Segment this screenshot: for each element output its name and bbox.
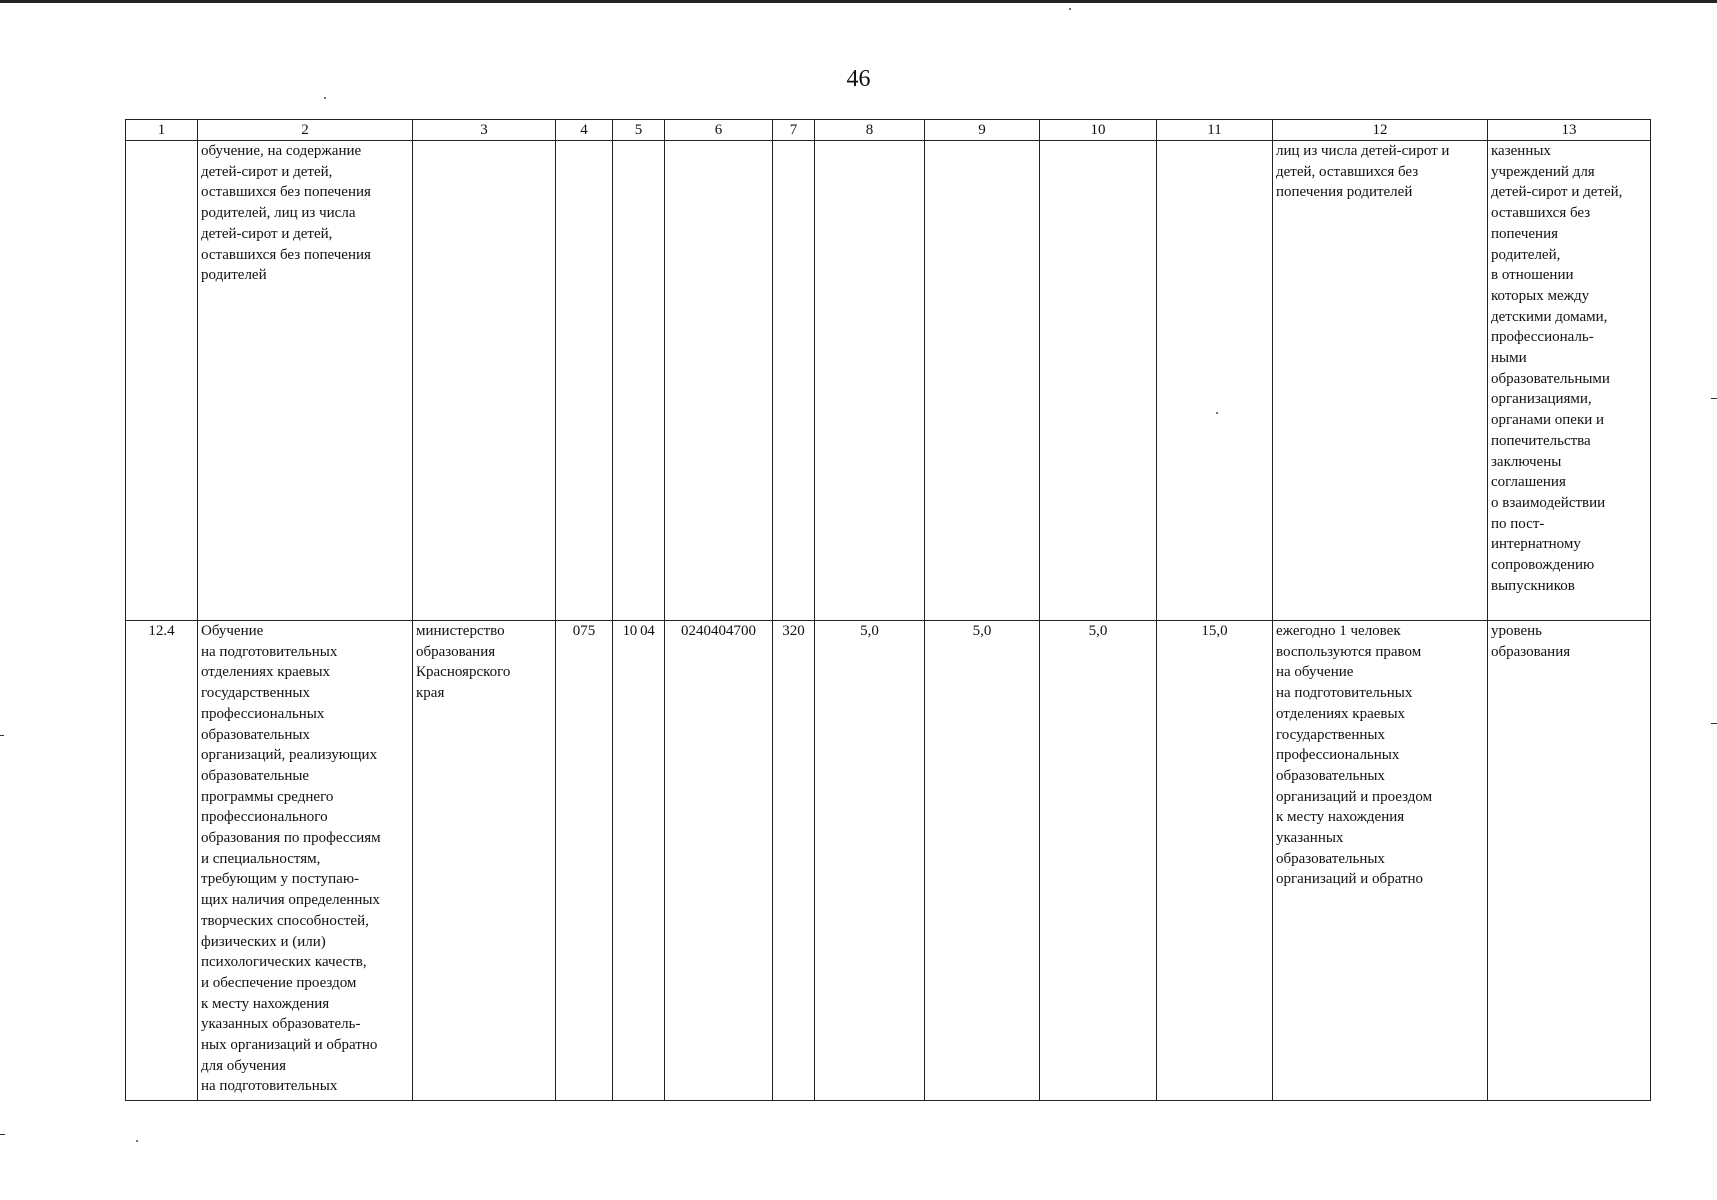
cell-text-line: детей-сирот и детей,: [1491, 184, 1623, 201]
cell-text-line: к месту нахождения: [201, 995, 330, 1012]
cell-text-line: к месту нахождения: [1276, 809, 1405, 826]
cell-text-line: организаций, реализующих: [201, 747, 378, 764]
cell-text-line: отделениях краевых: [201, 664, 331, 681]
column-header: 13: [1488, 120, 1651, 141]
target-article-cell: 0240404700: [665, 621, 773, 1101]
cell-text-line: уровень: [1491, 623, 1543, 639]
cell-text-line: профессиональ-: [1491, 329, 1594, 346]
cell-text-line: интернатному: [1491, 536, 1581, 553]
cell-text-line: ных организаций и обратно: [201, 1037, 378, 1054]
cell-text-line: по пост-: [1491, 515, 1545, 532]
cell-text-line: попечения: [1491, 225, 1558, 242]
notes-cell: [1488, 621, 1651, 1101]
cell-text-line: указанных образователь-: [201, 1016, 361, 1033]
cell-text-line: для обучения: [201, 1057, 286, 1074]
cell-text-line: заключены: [1491, 453, 1562, 470]
cell-text-line: органами опеки и: [1491, 412, 1605, 429]
cell-text-line: соглашения: [1491, 474, 1566, 491]
section-code-cell: 10 04: [613, 621, 665, 1101]
cell-text-line: обучение, на содержание: [201, 143, 362, 159]
cell-text-line: щих наличия определенных: [201, 892, 380, 909]
scan-speck: [136, 1140, 138, 1142]
cell-text-line: детей-сирот и детей,: [201, 225, 333, 242]
cell-text-line: лиц из числа детей-сирот и: [1276, 143, 1450, 159]
cell-text-line: края: [416, 685, 445, 702]
scan-edge-mark: [0, 735, 4, 736]
scan-edge-mark: [0, 1134, 5, 1135]
executor-cell: [413, 141, 556, 621]
cell-text-line: оставшихся без попечения: [201, 246, 371, 263]
cell-text-line: ежегодно 1 человек: [1276, 623, 1401, 639]
grbs-code-cell: [556, 141, 613, 621]
year1-amount-cell: 5,0: [815, 621, 925, 1101]
cell-text-line: государственных: [201, 685, 310, 702]
expected-result-cell: [1273, 621, 1488, 1101]
column-header: 8: [815, 120, 925, 141]
column-header: 2: [198, 120, 413, 141]
top-border-rule: [0, 0, 1717, 3]
cell-text-line: профессиональных: [201, 705, 325, 722]
cell-text-line: воспользуются правом: [1276, 643, 1422, 660]
scan-edge-mark: [1711, 723, 1717, 724]
cell-text-line: о взаимодействии: [1491, 494, 1606, 511]
cell-text-line: родителей: [201, 267, 267, 284]
table-row-continuation: [126, 141, 1651, 621]
cell-text-line: детскими домами,: [1491, 308, 1608, 325]
cell-text-line: Красноярского: [416, 664, 511, 681]
cell-text-line: организаций и обратно: [1276, 871, 1424, 888]
cell-text-line: образования: [1491, 643, 1571, 660]
cell-text-line: образования: [416, 643, 496, 660]
year2-amount-cell: [925, 141, 1040, 621]
year3-amount-cell: [1040, 141, 1157, 621]
cell-text-line: оставшихся без: [1491, 205, 1591, 222]
cell-text-line: отделениях краевых: [1276, 705, 1406, 722]
column-header: 7: [773, 120, 815, 141]
cell-text-line: учреждений для: [1491, 163, 1595, 180]
cell-text-line: образовательными: [1491, 370, 1610, 387]
cell-text-line: профессиональных: [1276, 747, 1400, 764]
year3-amount-cell: 5,0: [1040, 621, 1157, 1101]
grbs-code-cell: 075: [556, 621, 613, 1101]
cell-text-line: попечения родителей: [1276, 184, 1413, 201]
cell-text-line: профессионального: [201, 809, 328, 826]
executor-cell: [413, 621, 556, 1101]
cell-text-line: образовательных: [1276, 767, 1385, 784]
cell-text-line: на подготовительных: [201, 643, 338, 660]
column-header: 11: [1157, 120, 1273, 141]
cell-text-line: выпускников: [1491, 577, 1575, 594]
cell-text-line: оставшихся без попечения: [201, 184, 371, 201]
table-row-12-4: [126, 621, 1651, 1101]
row-number-cell: 12.4: [126, 621, 198, 1101]
column-number-row: [126, 120, 1651, 141]
section-code-cell: [613, 141, 665, 621]
cell-text-line: образовательные: [201, 767, 310, 784]
column-header: 4: [556, 120, 613, 141]
cell-text-line: попечительства: [1491, 432, 1591, 449]
column-header: 12: [1273, 120, 1488, 141]
column-header: 3: [413, 120, 556, 141]
cell-text-line: детей-сирот и детей,: [201, 163, 333, 180]
cell-text-line: Обучение: [201, 623, 264, 639]
row-number-cell: [126, 141, 198, 621]
cell-text-line: родителей,: [1491, 246, 1561, 263]
cell-text-line: физических и (или): [201, 933, 326, 950]
total-amount-cell: 15,0: [1157, 621, 1273, 1101]
cell-text-line: родителей, лиц из числа: [201, 205, 356, 222]
page-number: 46: [846, 66, 871, 92]
notes-cell: [1488, 141, 1651, 621]
cell-text-line: которых между: [1491, 287, 1590, 304]
cell-text-line: образовательных: [1276, 850, 1385, 867]
measure-name-cell: [198, 141, 413, 621]
cell-text-line: программы среднего: [201, 788, 334, 805]
cell-text-line: ными: [1491, 350, 1527, 367]
column-header: 1: [126, 120, 198, 141]
total-amount-cell: [1157, 141, 1273, 621]
scan-edge-mark: [1711, 398, 1717, 399]
cell-text-line: детей, оставшихся без: [1276, 163, 1419, 180]
year2-amount-cell: 5,0: [925, 621, 1040, 1101]
program-measures-table: [125, 119, 1651, 1101]
cell-text-line: образовательных: [201, 726, 310, 743]
cell-text-line: образования по профессиям: [201, 830, 381, 847]
cell-text-line: психологических качеств,: [201, 954, 367, 971]
cell-text-line: государственных: [1276, 726, 1385, 743]
column-header: 10: [1040, 120, 1157, 141]
column-header: 6: [665, 120, 773, 141]
cell-text-line: на подготовительных: [1276, 685, 1413, 702]
cell-text-line: требующим у поступаю-: [201, 871, 360, 888]
cell-text-line: в отношении: [1491, 267, 1574, 284]
cell-text-line: творческих способностей,: [201, 912, 369, 929]
year1-amount-cell: [815, 141, 925, 621]
expense-type-cell: [773, 141, 815, 621]
cell-text-line: и специальностям,: [201, 850, 321, 867]
cell-text-line: на подготовительных: [201, 1078, 338, 1095]
expected-result-cell: [1273, 141, 1488, 621]
cell-text-line: организаций и проездом: [1276, 788, 1433, 805]
cell-text-line: сопровождению: [1491, 557, 1595, 574]
target-article-cell: [665, 141, 773, 621]
scan-speck: [324, 97, 326, 99]
cell-text-line: казенных: [1491, 143, 1551, 159]
column-header: 5: [613, 120, 665, 141]
cell-text-line: организациями,: [1491, 391, 1592, 408]
column-header: 9: [925, 120, 1040, 141]
cell-text-line: и обеспечение проездом: [201, 974, 357, 991]
expense-type-cell: 320: [773, 621, 815, 1101]
cell-text-line: указанных: [1276, 830, 1344, 847]
cell-text-line: министерство: [416, 623, 505, 639]
scan-speck: [1069, 8, 1071, 10]
measure-name-cell: [198, 621, 413, 1101]
cell-text-line: на обучение: [1276, 664, 1354, 681]
